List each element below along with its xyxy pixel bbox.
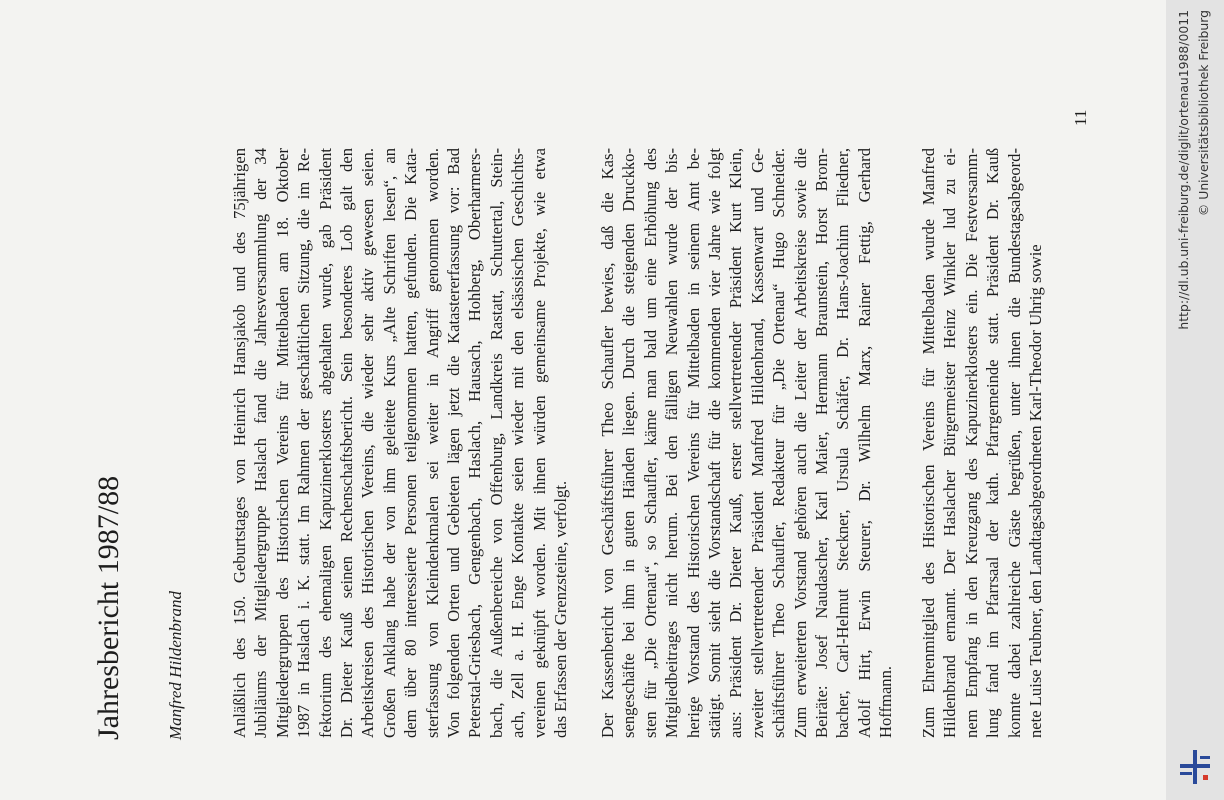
paragraph-2 [597,148,897,738]
text-line: aus: Präsident Dr. Dieter Kauß, erster stellvertretender Präsident Kurt Klein, [726,148,746,738]
library-logo-icon [1176,748,1214,786]
text-line: herige Vorstand des Historischen Vereins für Mittelbaden in seinem Amt be- [683,148,703,738]
text-line: 1987 in Haslach i. K. statt. Im Rahmen der geschäftlichen Sitzung, die im Re- [294,148,314,738]
logo-horizontal-bar-long [1180,764,1210,768]
text-line: fektorium des ehemaligen Kapuzinerklosters abgehalten wurde, gab Präsident [315,148,335,738]
text-line: Peterstal-Griesbach, Gengenbach, Haslach, Hausach, Hohberg, Oberharmers- [465,148,485,738]
logo-horizontal-bar-short [1180,772,1192,775]
text-line: nem Empfang in den Kreuzgang des Kapuzinerklosters ein. Die Festversamm- [961,148,981,738]
text-line: konnte dabei zahlreiche Gäste begrüßen, unter ihnen die Bundestagsabgeord- [1004,148,1024,738]
paragraph-1 [229,148,572,738]
text-line: Anläßlich des 150. Geburtstages von Heinrich Hansjakob und des 75jährigen [230,148,249,738]
text-line: zweiter stellvertretender Präsident Manfred Hildenbrand, Kassenwart und Ge- [747,148,767,738]
text-line: Von folgenden Orten und Gebieten lägen jetzt die Katastererfassung vor: Bad [444,148,464,738]
text-line: lung fand im Pfarrsaal der kath. Pfarrgemeinde statt. Präsident Dr. Kauß [983,148,1003,738]
document-author: Manfred Hildenbrand [166,590,185,740]
text-line: Adolf Hirt, Erwin Steurer, Dr. Wilhelm Marx, Rainer Fettig, Gerhard [854,148,874,738]
page-number: 11 [1071,109,1090,126]
source-url[interactable]: http://dl.ub.uni-freiburg.de/diglit/ortenau1988/0011 [1176,10,1191,330]
text-line: Hildenbrand ernannt. Der Haslacher Bürgermeister Heinz Winkler lud zu ei- [940,148,960,738]
text-line: Dr. Dieter Kauß seinen Rechenschaftsbericht. Sein besonderes Lob galt den [337,148,357,738]
text-line: stätigt. Somit sieht die Vorstandschaft für die kommenden vier Jahre wie folgt [705,148,725,738]
logo-horizontal-bar-right [1200,756,1210,759]
source-info [1166,0,1224,800]
copyright-notice: © Universitätsbibliothek Freiburg [1196,10,1211,217]
text-line: Jubiläums der Mitgliedergruppe Haslach fand die Jahresversammlung der 34 [251,148,271,738]
text-line: dem über 80 interessierte Personen teilgenommen hatten, gefunden. Die Kata- [401,148,421,738]
document-title: Jahresbericht 1987/88 [92,475,125,740]
text-line: Mitgliedbeitrages nicht herum. Bei den fälligen Neuwahlen wurde der bis- [662,148,682,738]
text-line: bacher, Carl-Helmut Steckner, Ursula Schäfer, Dr. Hans-Joachim Fliedner, [833,148,853,738]
text-line: Großen Anklang habe der von ihm geleitete Kurs „Alte Schriften lesen“, an [379,148,399,738]
text-line: vereinen geknüpft worden. Mit ihnen würden gemeinsame Projekte, wie etwa [529,148,549,738]
text-line: sten für „Die Ortenau“, so Schaufler, käme man bald um eine Erhöhung des [640,148,660,738]
paragraph-3 [918,148,1046,738]
text-line: Zum erweiterten Vorstand gehören auch die Leiter der Arbeitskreise sowie die [790,148,810,738]
text-line: Der Kassenbericht von Geschäftsführer Theo Schaufler bewies, daß die Kas- [598,148,617,738]
text-line: schäftsführer Theo Schaufler, Redakteur für „Die Ortenau“ Hugo Schneider. [769,148,789,738]
text-line: bach, die Außenbereiche von Offenburg, Landkreis Rastatt, Schuttertal, Stein- [486,148,506,738]
text-line: Hoffmann. [876,665,896,738]
text-line: Mitgliedergruppen des Historischen Vereins für Mittelbaden am 18. Oktober [272,148,292,738]
text-line: das Erfassen der Grenzsteine, verfolgt. [551,480,571,738]
text-line: ach, Zell a. H. Enge Kontakte seien wieder mit den elsässischen Geschichts- [508,148,528,738]
logo-accent [1203,775,1208,780]
text-line: nete Luise Teubner, den Landtagsabgeordneten Karl-Theodor Uhrig sowie [1026,244,1046,738]
text-line: sengeschäfte bei ihm in guten Händen liegen. Durch die steigenden Druckko- [619,148,639,738]
text-line: Arbeitskreisen des Historischen Vereins, die wieder sehr aktiv gewesen seien. [358,148,378,738]
viewer-sidebar [1166,0,1224,800]
text-line: Zum Ehrenmitglied des Historischen Vereins für Mittelbaden wurde Manfred [919,148,938,738]
text-line: Beiräte: Josef Naudascher, Karl Maier, Hermann Braunstein, Horst Brom- [812,148,832,738]
text-line: sterfassung von Kleindenkmalen sei weiter in Angriff genommen worden. [422,148,442,738]
